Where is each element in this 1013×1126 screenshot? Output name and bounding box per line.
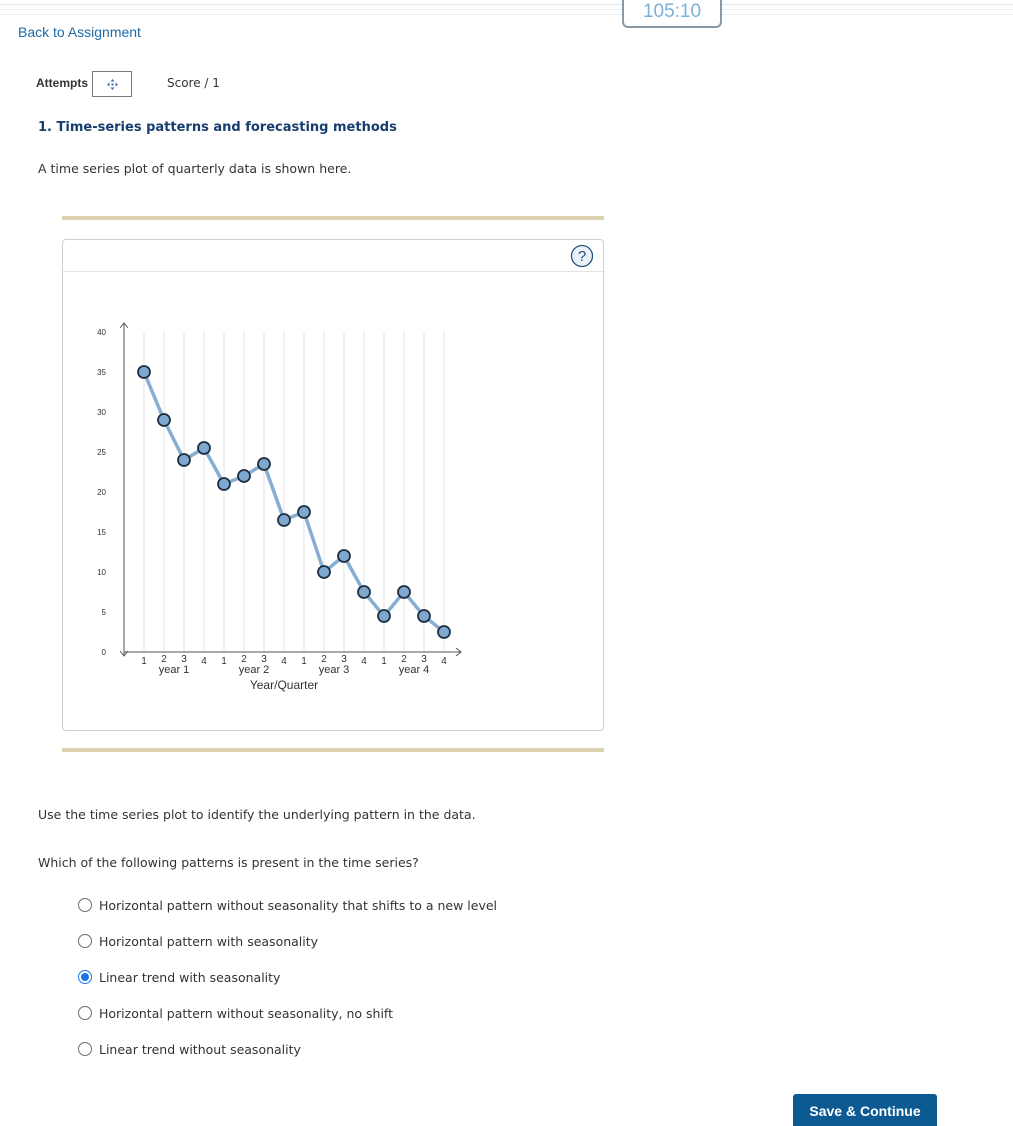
help-icon-glyph: ?	[577, 248, 587, 265]
y-tick-label: 35	[97, 368, 106, 377]
answer-option-3[interactable]	[78, 967, 538, 987]
data-point	[158, 414, 170, 426]
data-point	[378, 610, 390, 622]
year-label: year 2	[238, 664, 270, 676]
attempts-label: Attempts	[36, 76, 89, 90]
option-label: Linear trend with seasonality	[99, 969, 281, 985]
radio-button[interactable]	[78, 1006, 92, 1020]
x-tick-label: 4	[361, 656, 367, 667]
data-point	[278, 514, 290, 526]
data-point	[398, 586, 410, 598]
save-and-continue-button[interactable]: Save & Continue	[793, 1094, 937, 1126]
y-tick-label: 25	[97, 448, 106, 457]
top-rule	[0, 4, 1013, 5]
time-series-chart	[63, 240, 603, 730]
option-label: Horizontal pattern without seasonality, no shift	[99, 1005, 393, 1021]
back-to-assignment-link[interactable]: Back to Assignment	[18, 24, 141, 40]
x-tick-label: 2	[241, 654, 247, 665]
x-tick-label: 3	[421, 654, 427, 665]
y-tick-label: 30	[97, 408, 106, 417]
question-prompt-2: Which of the following patterns is present in the time series?	[38, 855, 419, 870]
data-point	[218, 478, 230, 490]
graph-panel	[62, 239, 604, 731]
data-point	[258, 458, 270, 470]
question-intro: A time series plot of quarterly data is shown here.	[38, 161, 352, 176]
x-tick-label: 2	[321, 654, 327, 665]
y-tick-label: 5	[101, 608, 106, 617]
x-tick-label: 4	[281, 656, 287, 667]
question-prompt-1: Use the time series plot to identify the underlying pattern in the data.	[38, 807, 476, 822]
y-tick-label: 10	[97, 568, 106, 577]
x-tick-label: 3	[181, 654, 187, 665]
x-tick-label: 2	[161, 654, 167, 665]
answer-option-5[interactable]	[78, 1039, 538, 1059]
radio-button-selected[interactable]	[78, 970, 92, 984]
radio-button[interactable]	[78, 898, 92, 912]
y-tick-label: 0	[101, 648, 106, 657]
countdown-timer: 105:10	[622, 0, 722, 28]
option-label: Horizontal pattern with seasonality	[99, 933, 319, 949]
answer-option-2[interactable]	[78, 931, 538, 951]
question-title: 1. Time-series patterns and forecasting methods	[38, 120, 397, 135]
x-tick-label: 3	[261, 654, 267, 665]
y-tick-label: 40	[97, 328, 106, 337]
graph-bottom-divider	[62, 748, 604, 752]
data-point	[438, 626, 450, 638]
x-tick-label: 2	[401, 654, 407, 665]
score-label: Score / 1	[167, 76, 220, 90]
data-point	[318, 566, 330, 578]
option-label: Horizontal pattern without seasonality that shifts to a new level	[99, 897, 498, 913]
data-point	[178, 454, 190, 466]
top-rule	[0, 14, 1013, 15]
year-label: year 3	[318, 664, 350, 676]
data-point	[298, 506, 310, 518]
year-label: year 1	[158, 664, 190, 676]
data-point	[238, 470, 250, 482]
x-tick-label: 4	[441, 656, 447, 667]
option-label: Linear trend without seasonality	[99, 1041, 301, 1057]
x-tick-label: 4	[201, 656, 207, 667]
top-rule	[0, 9, 1013, 10]
graph-top-divider	[62, 216, 604, 220]
radio-button[interactable]	[78, 934, 92, 948]
y-tick-label: 20	[97, 488, 106, 497]
year-label: year 4	[398, 664, 430, 676]
x-tick-label: 1	[141, 656, 147, 667]
data-point	[198, 442, 210, 454]
data-point	[418, 610, 430, 622]
x-axis-title: Year/Quarter	[249, 678, 319, 692]
data-point	[338, 550, 350, 562]
move-icon	[107, 79, 118, 90]
x-tick-label: 1	[301, 656, 307, 667]
data-point	[358, 586, 370, 598]
x-tick-label: 1	[221, 656, 227, 667]
attempts-button[interactable]	[92, 71, 132, 97]
x-tick-label: 3	[341, 654, 347, 665]
radio-button[interactable]	[78, 1042, 92, 1056]
x-tick-label: 1	[381, 656, 387, 667]
answer-option-4[interactable]	[78, 1003, 538, 1023]
y-tick-label: 15	[97, 528, 106, 537]
data-point	[138, 366, 150, 378]
answer-option-1[interactable]	[78, 895, 538, 915]
